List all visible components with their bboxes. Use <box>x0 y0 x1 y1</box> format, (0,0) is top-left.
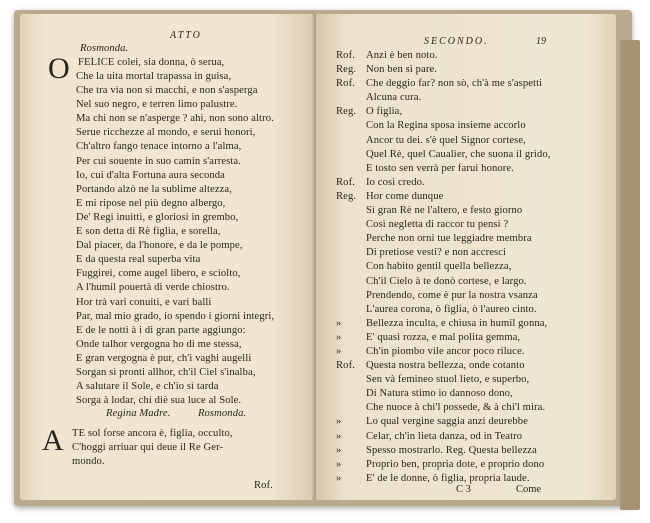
dialogue-line <box>336 444 551 458</box>
left-para2-line1: TE sol forse ancora è, figlia, occulto, <box>72 428 233 439</box>
dialogue-line <box>336 246 551 260</box>
verse-line: Ch'altro fango tenace intorno a l'alma, <box>76 141 242 153</box>
speaker-tag: » <box>336 444 342 456</box>
dialogue-text: Di Natura stimo io dannoso dono, <box>366 388 513 400</box>
verse-line: Portando alzò ne la sublime altezza, <box>76 183 232 195</box>
dialogue-line <box>336 105 551 119</box>
dialogue-line <box>336 119 551 133</box>
dialogue-line <box>336 275 551 289</box>
verse-line: Ma chi non se n'asperge ? ahi, non sono altro. <box>76 113 274 125</box>
dialogue-text: Questa nostra bellezza, onde cotanto <box>366 360 525 372</box>
verse-line: Sorga à lodar, chi diè sua luce al Sole. <box>76 395 242 407</box>
verse-line: De' Regi inuitti, e gloriosi in grembo, <box>76 211 239 223</box>
left-running-head: ATTO <box>170 30 202 41</box>
dialogue-text: Spesso mostrarlo. Reg. Questa bellezza <box>366 444 537 456</box>
open-book <box>14 10 632 506</box>
verse-line: E gran vergogna è pur, ch'i vaghi augelli <box>76 352 252 364</box>
speaker-tag: Reg. <box>336 190 357 202</box>
dialogue-text: Celar, ch'in lieta danza, od in Teatro <box>366 430 523 442</box>
speaker-tag: » <box>336 472 342 484</box>
dialogue-line <box>336 303 551 317</box>
dialogue-line <box>336 430 551 444</box>
dialogue-line <box>336 415 551 429</box>
speaker-tag: » <box>336 416 342 428</box>
left-speaker-name: Rosmonda. <box>80 43 129 54</box>
verse-line: E de le notti à i di gran parte aggiungo: <box>76 324 246 336</box>
dialogue-line <box>336 49 551 63</box>
dialogue-text: Non ben sì pare. <box>366 64 438 76</box>
verse-line: Che tra via non si macchi, e non s'asperga <box>76 85 258 97</box>
drop-initial-a: A <box>42 424 64 457</box>
verse-line: Che la uita mortal trapassa in guisa, <box>76 71 232 82</box>
dialogue-line <box>336 204 551 218</box>
left-catchword: Rof. <box>254 480 273 491</box>
dialogue-line <box>336 232 551 246</box>
dialogue-line <box>336 91 551 105</box>
right-running-head: SECONDO. <box>424 36 489 47</box>
verse-line: Par, mal mio grado, io spendo i giorni integri, <box>76 310 275 322</box>
dialogue-text: Proprio ben, propria dote, e proprio dono <box>366 458 545 470</box>
dialogue-text: Quel Rè, quel Caualier, che suona il grido, <box>366 148 551 160</box>
dialogue-text: Sen và femineo stuol lieto, e superbo, <box>366 374 530 386</box>
page-number: 19 <box>536 36 546 47</box>
dialogue-line <box>336 148 551 162</box>
dialogue-text: E tosto sen verrà per farui honore. <box>366 162 514 174</box>
drop-initial-o: O <box>48 52 70 85</box>
dialogue-line <box>336 458 551 472</box>
dialogue-text: Perche non orni tue leggiadre membra <box>366 233 532 245</box>
dialogue-text: Hor come dunque <box>366 190 444 202</box>
dialogue-text: Che nuoce à chi'l possede, & à chi'l mira. <box>366 402 546 414</box>
dialogue-text: Lo qual vergine saggia anzi deurebbe <box>366 416 528 428</box>
verse-line: Per cui souente in suo camin s'arresta. <box>76 155 241 167</box>
speaker-tag: Rof. <box>336 78 355 90</box>
verse-line: E son detta di Rè figlia, e sorella, <box>76 226 221 238</box>
speaker-tag: Rof. <box>336 176 355 188</box>
left-page <box>20 14 316 500</box>
dialogue-line <box>336 218 551 232</box>
verse-line: E mi ripose nel più degno albergo, <box>76 197 226 209</box>
speaker-tag: » <box>336 317 342 329</box>
dialogue-text: Prendendo, come è pur la nostra vsanza <box>366 289 538 301</box>
dialogue-line <box>336 134 551 148</box>
speaker-tag: » <box>336 345 342 357</box>
second-speakers <box>106 407 246 421</box>
dialogue-text: E' de le donne, ò figlia, propria laude. <box>366 472 530 484</box>
dialogue-text: Così negletta di raccor tu pensi ? <box>366 219 509 231</box>
dialogue-text: Di pretiose vesti? e non accresci <box>366 247 507 259</box>
dialogue-line <box>336 176 551 190</box>
left-first-line: FELICE colei, sia donna, ò serua, <box>78 57 225 68</box>
speaker-tag: Reg. <box>336 64 357 76</box>
speaker-tag: Rof. <box>336 50 355 61</box>
dialogue-line <box>336 289 551 303</box>
verse-line: E da questa real superba vita <box>76 254 201 266</box>
dialogue-text: O figlia, <box>366 106 403 118</box>
dialogue-line <box>336 387 551 401</box>
dialogue-text: Sì gran Rè ne l'altero, e festo giorno <box>366 205 523 217</box>
right-page <box>316 14 616 500</box>
dialogue-text: Con habito gentil quella bellezza, <box>366 261 512 273</box>
signature-mark: C 3 <box>456 484 471 495</box>
right-catchword: Come <box>516 484 542 495</box>
verse-line: Sorgan sì pronti allhor, ch'il Ciel s'inalba, <box>76 366 256 378</box>
book-cover-edge <box>620 40 640 510</box>
dialogue-text: Alcuna cura. <box>366 92 422 104</box>
speaker-tag: Reg. <box>336 106 357 118</box>
dialogue-text: Ch'il Cielo à te donò cortese, e largo. <box>366 275 527 287</box>
dialogue-text: Ancor tu dei. s'è quel Signor cortese, <box>366 134 526 146</box>
dialogue-text: Ch'in piombo vile ancor poco riluce. <box>366 345 525 357</box>
dialogue-text: Con la Regina sposa insieme accorlo <box>366 120 526 132</box>
speaker-tag: » <box>336 430 342 442</box>
speaker-tag: Rof. <box>336 360 355 372</box>
speaker-tag: » <box>336 331 342 343</box>
dialogue-line <box>336 401 551 415</box>
verse-line: Onde talhor vergogna ho di me stessa, <box>76 338 242 350</box>
dialogue-line <box>336 162 551 176</box>
dialogue-line <box>336 373 551 387</box>
speaker-rosmonda: Rosmonda. <box>197 408 247 419</box>
speaker-regina-madre: Regina Madre. <box>106 408 171 419</box>
dialogue-line <box>336 63 551 77</box>
verse-line: Io, cui d'alta Fortuna aura seconda <box>76 169 225 181</box>
verse-line: A l'humil pouertà di verde chiostro. <box>76 282 230 294</box>
verse-line: Dal piacer, da l'honore, e da le pompe, <box>76 240 243 252</box>
verse-line: Hor trà vari conuiti, e vari balli <box>76 296 212 308</box>
verse-line: A salutare il Sole, e ch'io sì tarda <box>76 381 219 393</box>
dialogue-line <box>336 359 551 373</box>
dialogue-text: L'aurea corona, ò figlia, ò l'aureo cinto. <box>366 303 537 315</box>
dialogue-line <box>336 345 551 359</box>
verse-line: Fuggirei, come augel libero, e sciolto, <box>76 268 241 280</box>
dialogue-text: E' quasi rozza, e mal polita gemma, <box>366 331 521 343</box>
dialogue-line <box>336 260 551 274</box>
dialogue-line <box>336 190 551 204</box>
verse-line: Nel suo negro, e terren limo palustre. <box>76 99 238 111</box>
dialogue-line <box>336 331 551 345</box>
dialogue-text: Che deggio far? non sò, ch'à me s'aspetti <box>366 78 543 90</box>
left-para2-line2: C'hoggi arriuar qui deue il Re Ger- <box>72 442 224 453</box>
left-para2-line3: mondo. <box>72 456 105 467</box>
dialogue-text: Anzi è ben noto. <box>366 50 438 61</box>
verse-line: Serue ricchezze al mondo, e serui honori, <box>76 127 256 139</box>
dialogue-text: Bellezza inculta, e chiusa in humil gonna, <box>366 317 548 329</box>
left-verse-block <box>76 70 274 408</box>
speaker-tag: » <box>336 458 342 470</box>
dialogue-line <box>336 77 551 91</box>
dialogue-text: Io così credo. <box>366 176 425 188</box>
dialogue-line <box>336 317 551 331</box>
right-dialogue-block <box>336 49 551 486</box>
